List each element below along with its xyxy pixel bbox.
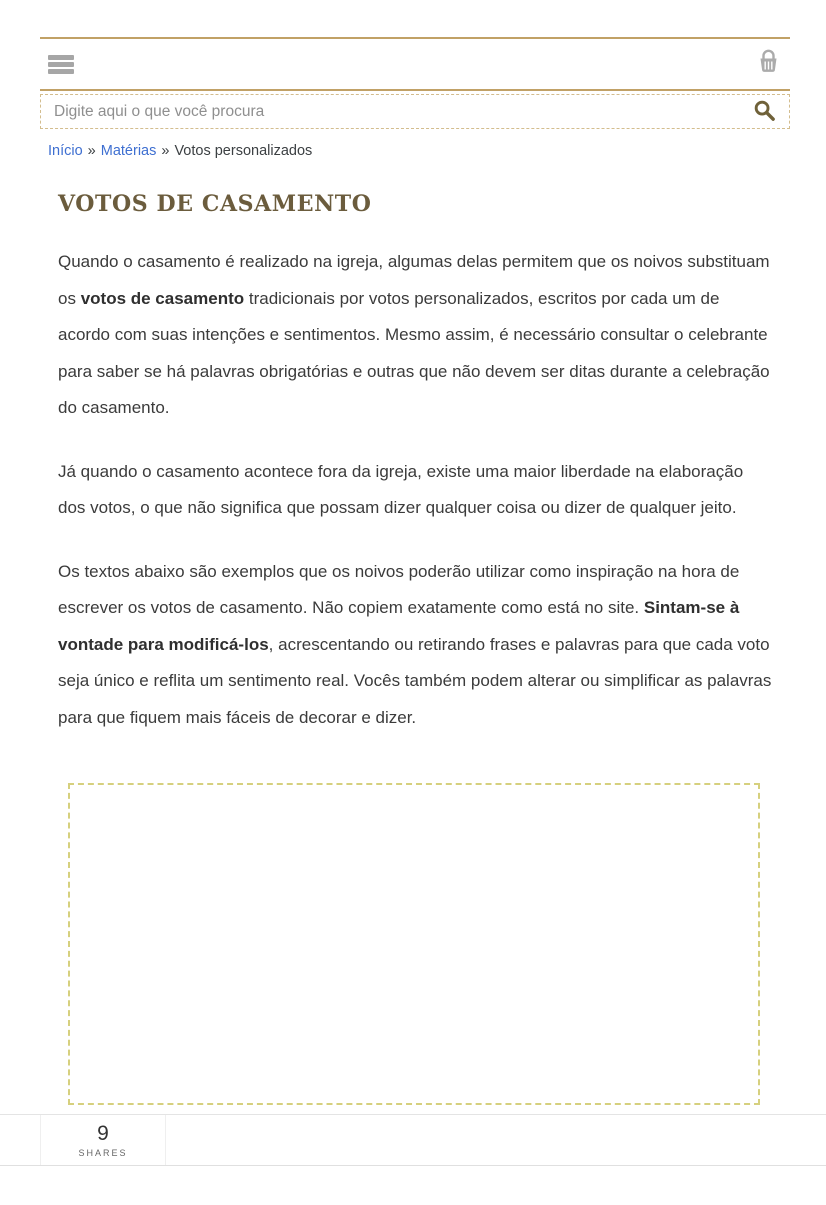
search-icon: [753, 99, 776, 125]
bold-phrase: votos de casamento: [80, 288, 245, 308]
basket-icon: [753, 46, 784, 82]
site-header: [40, 37, 790, 91]
search-button[interactable]: [752, 100, 776, 124]
search-input[interactable]: [52, 102, 752, 122]
paragraph: Já quando o casamento acontece fora da igreja, existe uma maior liberdade na elaboração dos votos, o que não significa que possam dizer qualquer coisa ou dizer de qualquer jeito.: [58, 461, 744, 517]
breadcrumb-link-materias[interactable]: Matérias: [100, 143, 157, 159]
search-bar: [40, 94, 790, 129]
breadcrumb-current: Votos personalizados: [174, 143, 313, 159]
hamburger-icon: [48, 55, 74, 60]
share-count: 9: [97, 1121, 109, 1145]
article: [40, 191, 790, 1105]
bold-phrase: Sintam-se à vontade para modificá-los: [58, 598, 740, 654]
share-count-label: SHARES: [78, 1147, 128, 1158]
breadcrumb-separator: »: [161, 143, 170, 159]
page-title: VOTOS DE CASAMENTO: [58, 191, 372, 217]
breadcrumb-separator: »: [87, 143, 96, 159]
content-placeholder-box: [68, 783, 760, 1105]
breadcrumb-link-home[interactable]: Início: [48, 143, 83, 159]
paragraph: Quando o casamento é realizado na igreja, algumas delas permitem que os noivos substituam os votos de casamento tradicionais por votos personalizados, escritos por cada um de acordo com suas intenções e sentimentos. Mesmo assim, é necessário consultar o celebrante para saber se há palavras obrigatórias e outras que não devem ser ditas durante a celebração do casamento.: [58, 252, 770, 417]
cart-button[interactable]: [752, 48, 784, 80]
paragraph: Os textos abaixo são exemplos que os noivos poderão utilizar como inspiração na hora de escrever os votos de casamento. Não copiem exatamente como está no site. Sintam-se à vontade para modificá-los, acrescentando ou retirando frases e palavras para que cada voto seja único e reflita um sentimento real. Vocês também podem alterar ou simplificar as palavras para que fiquem mais fáceis de decorar e dizer.: [58, 561, 772, 727]
share-bar: [0, 1114, 826, 1166]
share-counter: [40, 1115, 166, 1165]
page-container: [40, 37, 790, 1105]
menu-button[interactable]: [48, 55, 74, 74]
breadcrumb: [40, 141, 790, 161]
